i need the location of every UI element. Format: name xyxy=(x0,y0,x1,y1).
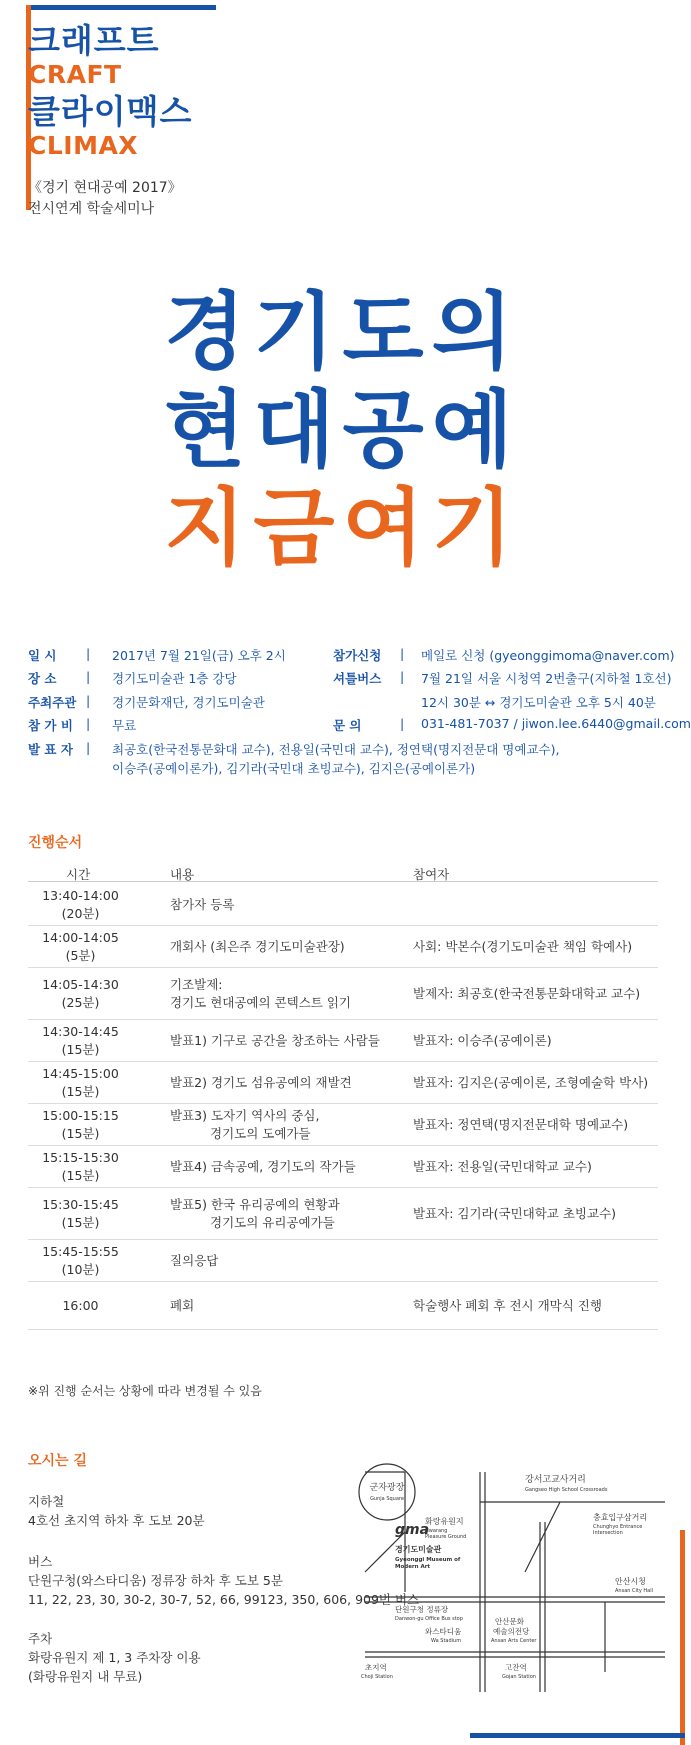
bus-text-1: 단원구청(와스타디움) 정류장 하차 후 도보 5분 xyxy=(28,1573,283,1588)
logo-line-4: CLIMAX xyxy=(28,131,139,160)
schedule-content xyxy=(170,1032,410,1050)
schedule-row xyxy=(28,1146,658,1188)
schedule-duration: (20분) xyxy=(61,906,100,921)
speakers-line-1: 최공호(한국전통문화대 교수), 전용일(국민대 교수), 정연택(명지전문대 명예교수), xyxy=(112,742,560,757)
subway-title: 지하철 xyxy=(28,1494,65,1509)
header-participant: 참여자 xyxy=(413,867,450,882)
schedule-content xyxy=(170,1158,410,1176)
map-label: 강서고교사거리 xyxy=(525,1475,586,1485)
map-label: Choji Station xyxy=(361,1674,393,1680)
map-label: Intersection xyxy=(593,1530,623,1536)
schedule-content xyxy=(170,896,410,914)
host-value: 경기문화재단, 경기도미술관 xyxy=(112,695,265,710)
map-label: 안산문화 xyxy=(495,1617,524,1626)
schedule-time-range: 15:45-15:55 xyxy=(42,1244,119,1259)
schedule-header-row xyxy=(28,858,658,882)
right-accent-bar xyxy=(680,1530,685,1745)
schedule-content-line: 기조발제: xyxy=(170,977,223,992)
schedule-content-line: 경기도 현대공예의 콘텍스트 읽기 xyxy=(170,995,351,1010)
schedule-row xyxy=(28,1062,658,1104)
shuttle-line-2: 12시 30분 ↔ 경기도미술관 오후 5시 40분 xyxy=(421,695,656,710)
separator: | xyxy=(400,646,405,661)
schedule-time-range: 15:00-15:15 xyxy=(42,1108,119,1123)
schedule-time xyxy=(28,1107,133,1143)
map-label: 예술의전당 xyxy=(493,1627,530,1636)
directions-heading: 오시는 길 xyxy=(28,1453,87,1469)
separator: | xyxy=(86,693,91,708)
map-label: Gunja Square xyxy=(370,1496,404,1502)
separator: | xyxy=(400,669,405,684)
schedule-time-range: 14:00-14:05 xyxy=(42,930,119,945)
map-label: Wa Stadium xyxy=(431,1638,462,1644)
schedule-row xyxy=(28,1188,658,1240)
map-label: 안산시청 xyxy=(615,1577,646,1586)
header-content: 내용 xyxy=(170,867,195,882)
schedule-content-line: 참가자 등록 xyxy=(170,897,235,912)
map-label: 고잔역 xyxy=(505,1663,527,1672)
top-accent-bar xyxy=(26,5,216,10)
main-title xyxy=(0,283,685,584)
shuttle-label: 셔틀버스 xyxy=(333,671,382,686)
schedule-content-line: 발표3) 도자기 역사의 중심, xyxy=(170,1108,320,1123)
title-line-1: 경기도의 xyxy=(164,283,521,381)
parking-text-1: 화랑유원지 제 1, 3 주차장 이용 xyxy=(28,1650,201,1665)
map-label: Gangseo High School Crossroads xyxy=(525,1487,608,1493)
contact-label: 문 의 xyxy=(333,718,362,733)
schedule-row xyxy=(28,926,658,968)
schedule-time-range: 14:45-15:00 xyxy=(42,1066,119,1081)
schedule-participant: 발제자: 최공호(한국전통문화대학교 교수) xyxy=(413,986,641,1001)
schedule-participant: 발표자: 이승주(공예이론) xyxy=(413,1033,552,1048)
map-label: 경기도미술관 xyxy=(395,1545,442,1554)
map-label: Modern Art xyxy=(395,1564,431,1570)
schedule-content-line: 발표5) 한국 유리공예의 현황과 xyxy=(170,1197,340,1212)
contact-value: 031-481-7037 / jiwon.lee.6440@gmail.com xyxy=(421,716,691,731)
schedule-duration: (15분) xyxy=(61,1168,100,1183)
schedule-row xyxy=(28,1020,658,1062)
map-label: Gojan Station xyxy=(502,1674,536,1680)
map-road xyxy=(525,1502,560,1572)
separator: | xyxy=(400,716,405,731)
schedule-participant: 발표자: 전용일(국민대학교 교수) xyxy=(413,1159,592,1174)
bottom-accent-bar xyxy=(470,1733,685,1738)
schedule-row xyxy=(28,1282,658,1330)
schedule-time-range: 13:40-14:00 xyxy=(42,888,119,903)
fee-value: 무료 xyxy=(112,718,137,733)
schedule-participant: 발표자: 김기라(국민대학교 초빙교수) xyxy=(413,1206,617,1221)
schedule-content xyxy=(170,976,410,1012)
schedule-duration: (15분) xyxy=(61,1084,100,1099)
map-label: Hwarang xyxy=(425,1528,448,1534)
schedule-content xyxy=(170,938,410,956)
schedule-participant: 발표자: 김지은(공예이론, 조형예술학 박사) xyxy=(413,1075,649,1090)
separator: | xyxy=(86,716,91,731)
place-label: 장 소 xyxy=(28,671,57,686)
schedule-participant: 학술행사 폐회 후 전시 개막식 진행 xyxy=(413,1298,602,1313)
subway-text: 4호선 초지역 하차 후 도보 20분 xyxy=(28,1513,205,1528)
schedule-content-line: 폐회 xyxy=(170,1298,195,1313)
schedule-content xyxy=(170,1252,410,1270)
schedule-duration: (25분) xyxy=(61,995,100,1010)
schedule-participant: 발표자: 정연택(명지전문대학 명예교수) xyxy=(413,1117,629,1132)
schedule-row xyxy=(28,1104,658,1146)
subway-info xyxy=(28,1492,205,1530)
speakers-line-2: 이승주(공예이론가), 김기라(국민대 초빙교수), 김지은(공예이론가) xyxy=(112,761,476,776)
schedule-content-line: 경기도의 도예가들 xyxy=(210,1126,311,1141)
schedule-time xyxy=(28,929,133,965)
schedule-time-range: 14:30-14:45 xyxy=(42,1024,119,1039)
schedule-time xyxy=(28,1196,133,1232)
schedule-time-range: 16:00 xyxy=(62,1298,99,1313)
title-line-2: 현대공예 xyxy=(164,381,521,479)
schedule-duration: (15분) xyxy=(61,1215,100,1230)
schedule-content xyxy=(170,1074,410,1092)
schedule-time-range: 15:15-15:30 xyxy=(42,1150,119,1165)
schedule-duration: (10분) xyxy=(61,1262,100,1277)
logo-line-2: CRAFT xyxy=(28,60,122,89)
map-label: Ansan City Hall xyxy=(615,1588,654,1594)
apply-label: 참가신청 xyxy=(333,648,382,663)
logo-line-1: 크래프트 xyxy=(28,21,160,60)
header-time: 시간 xyxy=(66,867,91,882)
schedule-row xyxy=(28,1240,658,1282)
schedule-participant: 사회: 박본수(경기도미술관 책임 학예사) xyxy=(413,939,633,954)
schedule-content-line: 질의응답 xyxy=(170,1253,219,1268)
map-label: 초지역 xyxy=(365,1663,387,1672)
host-label: 주최주관 xyxy=(28,695,77,710)
fee-label: 참 가 비 xyxy=(28,718,73,733)
map-label: Ansan Arts Center xyxy=(491,1638,537,1644)
title-line-3: 지금여기 xyxy=(164,479,521,577)
schedule-content xyxy=(170,1107,410,1143)
schedule-content xyxy=(170,1196,410,1232)
map-label: Pleasure Ground xyxy=(425,1534,467,1540)
map-label: 화랑유원지 xyxy=(425,1517,464,1526)
speakers-label: 발 표 자 xyxy=(28,742,73,757)
schedule-content-line: 발표1) 기구로 공간을 창조하는 사람들 xyxy=(170,1033,380,1048)
parking-text-2: (화랑유원지 내 무료) xyxy=(28,1669,143,1684)
schedule-duration: (15분) xyxy=(61,1126,100,1141)
map-label: Gyeonggi Museum of xyxy=(395,1557,461,1563)
bus-title: 버스 xyxy=(28,1554,53,1569)
schedule-heading: 진행순서 xyxy=(28,835,83,851)
schedule-time xyxy=(28,1023,133,1059)
schedule-time xyxy=(28,887,133,923)
schedule-content-line: 발표2) 경기도 섬유공예의 재발견 xyxy=(170,1075,352,1090)
parking-title: 주차 xyxy=(28,1631,53,1646)
separator: | xyxy=(86,646,91,661)
map-label: Danwon-gu Office Bus stop xyxy=(395,1616,463,1622)
parking-info xyxy=(28,1629,201,1686)
schedule-content-line: 개회사 (최은주 경기도미술관장) xyxy=(170,939,345,954)
location-map xyxy=(361,1472,665,1692)
schedule-row xyxy=(28,884,658,926)
date-label: 일 시 xyxy=(28,648,57,663)
bus-info xyxy=(28,1552,419,1609)
map-label: 단원구청 정류장 xyxy=(395,1605,449,1614)
apply-value: 메일로 신청 (gyeonggimoma@naver.com) xyxy=(421,648,675,663)
schedule-content-line: 발표4) 금속공예, 경기도의 작가들 xyxy=(170,1159,356,1174)
schedule-content xyxy=(170,1297,410,1315)
schedule-time-range: 15:30-15:45 xyxy=(42,1197,119,1212)
schedule-time xyxy=(28,1243,133,1279)
map-label: 충효입구삼거리 xyxy=(593,1513,648,1522)
schedule-time xyxy=(28,976,133,1012)
place-value: 경기도미술관 1층 강당 xyxy=(112,671,237,686)
bus-text-2: 11, 22, 23, 30, 30-2, 30-7, 52, 66, 99123, 350, 606, 909번 버스 xyxy=(28,1592,420,1607)
schedule-time xyxy=(28,1149,133,1185)
schedule-duration: (15분) xyxy=(61,1042,100,1057)
schedule-row xyxy=(28,968,658,1020)
museum-logo: gma xyxy=(395,1522,430,1538)
subtitle-line-1: 《경기 현대공예 2017》 xyxy=(28,180,182,196)
subtitle-line-2: 전시연계 학술세미나 xyxy=(28,201,155,217)
schedule-time-range: 14:05-14:30 xyxy=(42,977,119,992)
logo-line-3: 클라이맥스 xyxy=(28,92,193,131)
separator: | xyxy=(86,669,91,684)
date-value: 2017년 7월 21일(금) 오후 2시 xyxy=(112,648,286,663)
schedule-content-line: 경기도의 유리공예가들 xyxy=(210,1215,335,1230)
schedule-time xyxy=(28,1297,133,1315)
map-label: Chunghyo Entrance xyxy=(593,1524,643,1530)
craft-climax-logo xyxy=(28,21,193,166)
schedule-note: ※위 진행 순서는 상황에 따라 변경될 수 있음 xyxy=(28,1384,262,1398)
map-label: 와스타디움 xyxy=(425,1627,462,1636)
event-subtitle xyxy=(28,178,182,220)
schedule-time xyxy=(28,1065,133,1101)
schedule-duration: (5분) xyxy=(65,948,96,963)
shuttle-line-1: 7월 21일 서울 시청역 2번출구(지하철 1호선) xyxy=(421,671,672,686)
separator: | xyxy=(86,740,91,755)
map-label: 군자광장 xyxy=(369,1483,405,1493)
